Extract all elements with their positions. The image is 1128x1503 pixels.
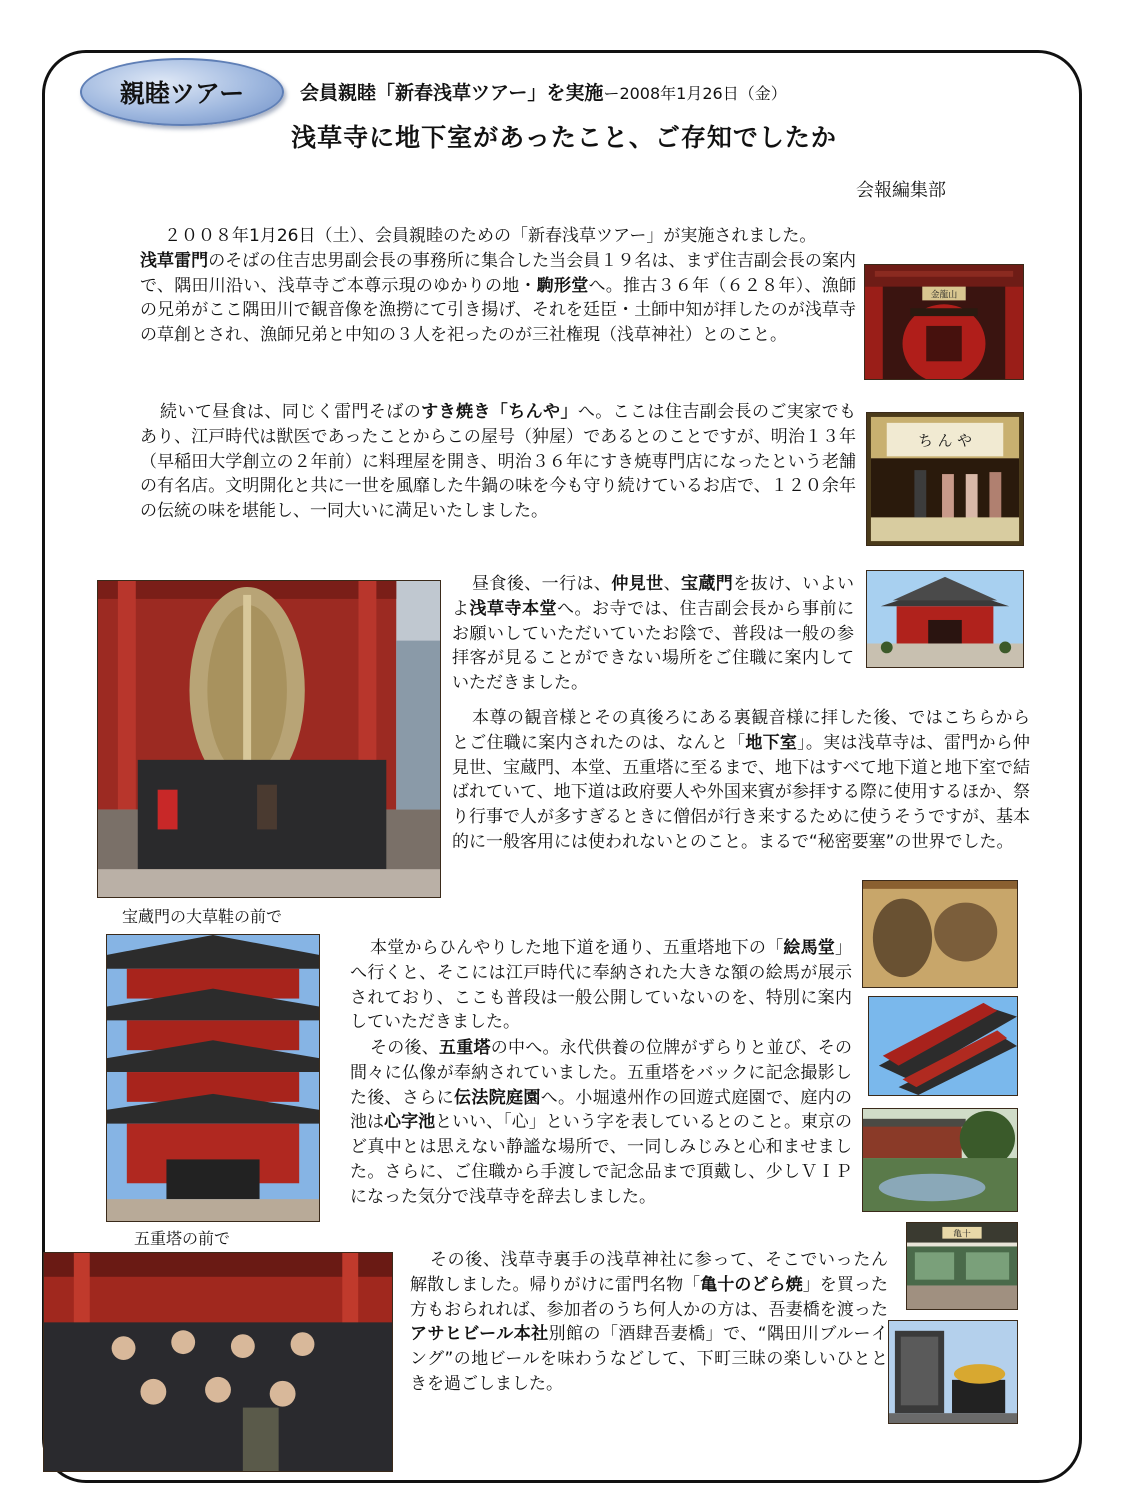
paragraph-text: へ。推古３６年（６２８年）、漁師の兄弟がここ隅田川で観音像を漁撈にて引き揚げ、それを廷臣・土師中知が拝したのが浅草寺の草創とされ、漁師兄弟と中知の３人を祀ったのが三社権現（浅草神社）とのこと。 [140,275,856,346]
headline: 浅草寺に地下室があったこと、ご存知でしたか [291,123,837,152]
article-date: ー2008年1月26日（金） [603,84,787,103]
bold-term: 心字池 [384,1112,436,1133]
photo-garden [862,1108,1018,1212]
paragraph-text: の中へ。永代供養の位牌がずらりと並び、その間々に仏像が奉納されていました。五重塔をバックに記念撮影した後、さらに [350,1038,853,1108]
paragraph-text: その後、 [370,1038,439,1058]
paragraph-2 [140,400,856,524]
bold-term: 地下室 [745,732,798,753]
caption-pagoda: 五重塔の前で [134,1229,231,1248]
paragraph-5 [350,936,852,1035]
paragraph-text: 」。実は浅草寺は、雷門から仲見世、宝蔵門、本堂、五重塔に至るまで、地下はすべて地下道と地下室で結ばれていて、地下道は政府要人や外国来賓が参拝する際に使用するほか、祭り行事で人が多すぎるときに僧侶が行き来するために使うそうですが、基本的に一般客用には使われないとのこと。まるで“秘密要塞”の世界でした。 [452,732,1031,853]
paragraph-text: 」を買った方もおられれば、参加者のうち何人かの方は、吾妻橋を渡った [410,1274,889,1320]
paragraph-7 [410,1248,888,1397]
plaque-text: 金龍山 [930,290,958,301]
bold-term: 伝法院庭園 [454,1087,541,1108]
bold-term: 亀十のどら焼 [700,1274,803,1295]
paragraph-text: へ。小堀遠州作の回遊式庭園で、庭内の池は [350,1087,852,1133]
paragraph-1 [140,224,856,348]
photo-pagoda-eaves [868,996,1018,1096]
paragraph-text: 本尊の観音様とその真後ろにある裏観音様に拝した後、ではこちらからとご住職に案内されたのは、なんと「 [452,708,1030,753]
bold-term: 宝蔵門 [680,574,734,594]
caption-hozomon: 宝蔵門の大草鞋の前で [122,907,283,926]
paragraph-1-intro: ２００８年1月26日（土）、会員親睦のための「新春浅草ツアー」が実施されました。 [164,226,817,246]
bold-term: 浅草雷門 [140,250,209,271]
paragraph-4 [452,706,1030,855]
paragraph-text: を抜け、いよいよ [452,574,855,619]
photo-asahi [888,1320,1018,1424]
paragraph-text: 続いて昼食は、同じく雷門そばの [160,402,422,422]
photo-kameju [906,1222,1018,1310]
paragraph-text: 昼食後、一行は、 [472,574,612,594]
paragraph-text: 別館の「酒肆吾妻橋」で、“隅田川ブルーイング”の地ビールを味わうなどして、下町三昧の楽しいひとときを過ごしました。 [410,1324,888,1395]
chinya-sign-text: ち ん や [918,432,972,450]
section-badge: 親睦ツアー [80,58,284,126]
bold-term: すき焼き「ちんや」 [421,402,578,422]
photo-hondo [866,570,1024,668]
bold-term: アサヒビール本社 [410,1324,549,1345]
photo-shrine-group [43,1252,393,1472]
bold-term: 浅草寺本堂 [469,598,557,619]
photo-chinya [866,412,1024,546]
paragraph-text: 」へ行くと、そこには江戸時代に奉納された大きな額の絵馬が展示されており、ここも普段は一般公開していないのを、特別に案内していただきました。 [350,938,853,1033]
bold-term: 絵馬堂 [783,938,836,958]
paragraph-text: 本堂からひんやりした地下道を通り、五重塔地下の「 [370,938,784,958]
photo-pagoda-group [106,934,320,1222]
byline: 会報編集部 [856,180,946,201]
paragraph-text: 、 [663,574,681,594]
bold-term: 五重塔 [439,1038,491,1058]
paragraph-text: といい、「心」という字を表しているとのこと。東京のど真中とは思えない静謐な場所で、一同しみじみと心和ませました。さらに、ご住職から手渡しで記念品まで頂戴し、少しＶＩＰになった気分で浅草寺を辞去しました。 [350,1112,853,1207]
photo-kaminarimon [864,264,1024,380]
bold-term: 仲見世 [611,574,664,594]
paragraph-text: その後、浅草寺裏手の浅草神社に参って、そこでいったん解散しました。帰りがけに雷門名物「 [410,1250,888,1295]
article-header [300,78,787,105]
photo-hozomon-group [97,580,441,898]
paragraph-3 [452,572,854,696]
kameju-sign-text: 亀十 [953,1229,971,1240]
paragraph-text: へ。ここは住吉副会長のご実家でもあり、江戸時代は獣医であったことからこの屋号（狆屋）であるとのことですが、明治１３年（早稲田大学創立の２年前）に料理屋を開き、明治３６年にすき焼専門店になったという老舗の有名店。文明開化と共に一世を風靡した牛鍋の味を今も守り続けているお店で、１２０余年の伝統の味を堪能し、一同大いに満足いたしました。 [140,402,857,522]
photo-ema [862,880,1018,988]
paragraph-text: へ。お寺では、住吉副会長から事前にお願いしていただいていたお陰で、普段は一般の参拝客が見ることができない場所をご住職に案内していただきました。 [452,598,854,694]
paragraph-text: のそばの住吉忠男副会長の事務所に集合した当会員１９名は、まず住吉副会長の案内で、隅田川沿い、浅草寺ご本尊示現のゆかりの地・ [140,250,857,296]
paragraph-6 [350,1036,852,1210]
bold-term: 駒形堂 [536,275,589,296]
article-title: 会員親睦「新春浅草ツアー」を実施 [300,82,604,104]
